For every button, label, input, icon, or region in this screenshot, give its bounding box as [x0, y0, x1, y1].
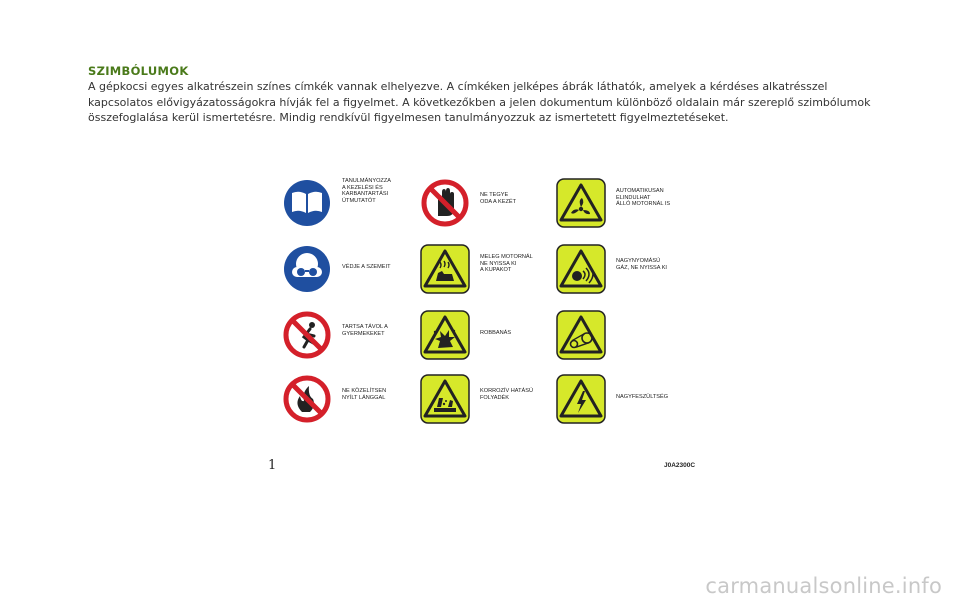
symbols-figure — [268, 168, 690, 432]
symbol-label: AUTOMATIKUSAN ELINDULHAT ÁLLÓ MOTORNÁL IS — [616, 188, 671, 208]
symbol-label: VÉDJE A SZEMEIT — [342, 264, 391, 270]
symbol-label: NE TEGYE ODA A KEZÉT — [480, 192, 517, 205]
watermark: carmanualsonline.info — [705, 574, 942, 598]
symbol-label: NAGYFESZÜLTSÉG — [616, 394, 669, 400]
hot-steam-icon — [420, 244, 470, 294]
lightning-icon — [556, 374, 606, 424]
fan-icon — [556, 178, 606, 228]
symbol-label: KORROZÍV HATÁSÚ FOLYADÉK — [480, 388, 534, 401]
book-icon — [282, 178, 332, 228]
goggles-icon — [282, 244, 332, 294]
intro-paragraph — [88, 79, 888, 126]
symbol-label: NE KÖZELÍTSEN NYÍLT LÁNGGAL — [342, 388, 387, 401]
child-icon — [282, 310, 332, 360]
hand-icon — [420, 178, 470, 228]
figure-code: J0A2300C — [664, 462, 696, 469]
explosion-icon — [420, 310, 470, 360]
intro-text: A gépkocsi egyes alkatrészein színes címkék vannak elhelyezve. A címkéken jelképes ábrák láthatók, amelyek a kérdéses alkatrésszel kapcsolatos elővigyázatosságokra hívják fel a figyelmet. A következőkben a jelen dokumentum különböző oldalain már szereplő szimbólumok összefoglalása kerül ismertetésre. Mindig rendkívül figyelmesen tanulmányozzuk az ismertetett figyelmeztetéseket. — [88, 80, 871, 124]
corrosive-icon — [420, 374, 470, 424]
flame-icon — [282, 374, 332, 424]
symbol-label: MELEG MOTORNÁL NE NYISSA KI A KUPAKOT — [480, 254, 533, 274]
pressure-icon — [556, 244, 606, 294]
symbol-label: ROBBANÁS — [480, 330, 512, 336]
section-heading: SZIMBÓLUMOK — [88, 64, 189, 78]
symbol-label: TARTSA TÁVOL A GYERMEKEKET — [342, 324, 388, 337]
symbol-label: NAGYNYOMÁSÚ GÁZ, NE NYISSA KI — [616, 258, 667, 271]
belt-icon — [556, 310, 606, 360]
page-number: 1 — [268, 458, 277, 473]
symbol-label: TANULMÁNYOZZA A KEZELÉSI ÉS KARBANTARTÁSI ÚTMUTATÓT — [342, 178, 391, 204]
